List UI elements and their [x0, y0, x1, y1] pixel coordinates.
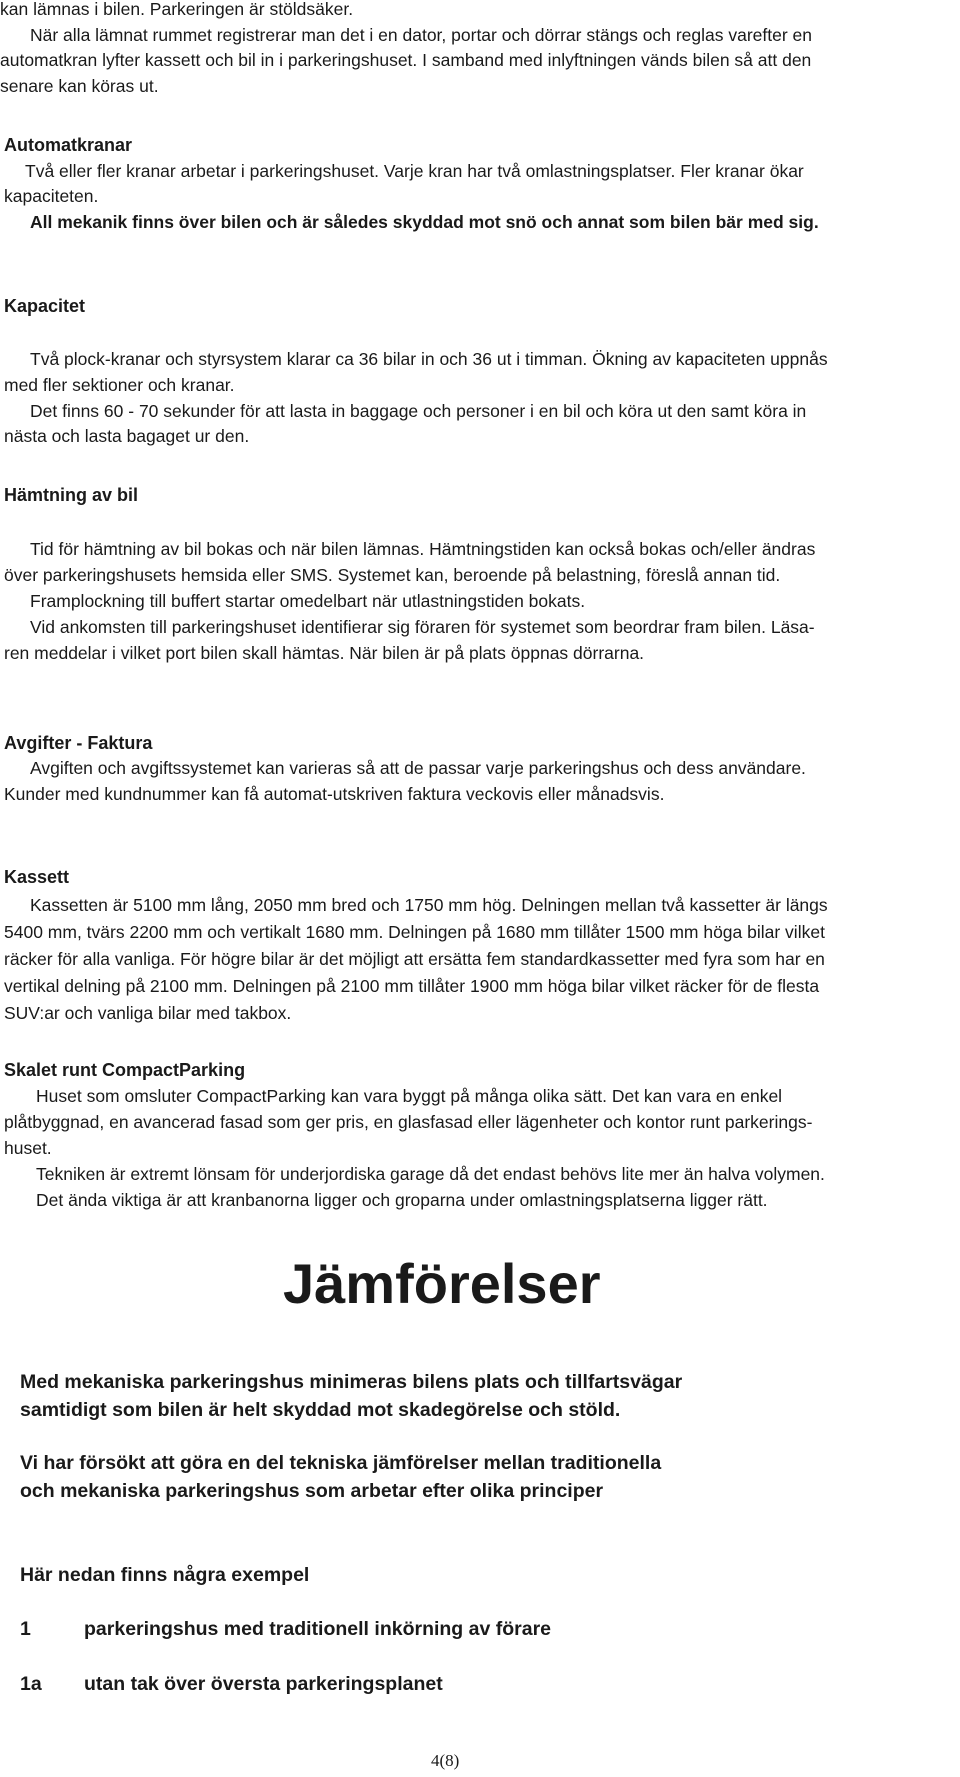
heading-kassett: Kassett: [4, 867, 70, 887]
skalet-line-2: plåtbyggnad, en avancerad fasad som ger pris, en glasfasad eller lägenheter och kontor runt parkerings-: [4, 1112, 813, 1132]
skalet-line-3: huset.: [4, 1138, 52, 1158]
skalet-line-5: Det ända viktiga är att kranbanorna ligger och groparna under omlastningsplatserna ligger rätt.: [36, 1190, 768, 1210]
kassett-line-3: räcker för alla vanliga. För högre bilar är det möjligt att ersätta fem standardkassetter med fyra som har en: [4, 949, 825, 969]
intro-line-2: När alla lämnat rummet registrerar man det i en dator, portar och dörrar stängs och reglas varefter en: [30, 25, 813, 45]
heading-skalet: Skalet runt CompactParking: [4, 1060, 246, 1080]
kassett-line-1: Kassetten är 5100 mm lång, 2050 mm bred och 1750 mm hög. Delningen mellan två kassetter är längs: [30, 895, 828, 915]
automatkranar-line-1: Två eller fler kranar arbetar i parkeringshuset. Varje kran har två omlastningsplatser. Fler kranar ökar: [25, 161, 804, 181]
page-number: 4(8): [431, 1751, 460, 1770]
heading-avgifter: Avgifter - Faktura: [4, 733, 153, 753]
skalet-line-4: Tekniken är extremt lönsam för underjordiska garage då det endast behövs lite mer än halva volymen.: [36, 1164, 825, 1184]
kapacitet-line-1: Två plock-kranar och styrsystem klarar ca 36 bilar in och 36 ut i timman. Ökning av kapaciteten uppnås: [30, 349, 828, 369]
heading-hamtning: Hämtning av bil: [4, 485, 139, 505]
intro-line-3: automatkran lyfter kassett och bil in i parkeringshuset. I samband med inlyftningen vänds bilen så att den: [0, 50, 812, 70]
hamtning-line-1: Tid för hämtning av bil bokas och när bilen lämnas. Hämtningstiden kan också bokas och/eller ändras: [30, 539, 816, 559]
hamtning-line-4: Vid ankomsten till parkeringshuset identifierar sig föraren för systemet som beordrar fram bilen. Läsa-: [30, 617, 815, 637]
jamforelser-p1-line-2: samtidigt som bilen är helt skyddad mot skadegörelse och stöld.: [20, 1399, 621, 1421]
hamtning-line-5: ren meddelar i vilket port bilen skall hämtas. När bilen är på plats öppnas dörrarna.: [4, 643, 645, 663]
heading-automatkranar: Automatkranar: [4, 135, 133, 155]
jamforelser-p1-line-1: Med mekaniska parkeringshus minimeras bilens plats och tillfartsvägar: [20, 1371, 683, 1393]
heading-kapacitet: Kapacitet: [4, 296, 86, 316]
kapacitet-line-4: nästa och lasta bagaget ur den.: [4, 426, 250, 446]
kassett-line-4: vertikal delning på 2100 mm. Delningen på 2100 mm tillåter 1900 mm höga bilar vilket räcker för de flesta: [4, 976, 820, 996]
list-item-number: 1: [20, 1618, 31, 1640]
list-item-text: utan tak över översta parkeringsplanet: [84, 1673, 443, 1695]
kapacitet-line-3: Det finns 60 - 70 sekunder för att lasta in baggage och personer i en bil och köra ut den samt köra in: [30, 401, 807, 421]
automatkranar-line-3: All mekanik finns över bilen och är således skyddad mot snö och annat som bilen bär med sig.: [30, 212, 819, 232]
automatkranar-line-2: kapaciteten.: [4, 186, 99, 206]
avgifter-line-1: Avgiften och avgiftssystemet kan varieras så att de passar varje parkeringshus och dess användare.: [30, 758, 806, 778]
kapacitet-line-2: med fler sektioner och kranar.: [4, 375, 235, 395]
jamforelser-p2-line-1: Vi har försökt att göra en del tekniska jämförelser mellan traditionella: [20, 1452, 662, 1474]
intro-line-1: kan lämnas i bilen. Parkeringen är stöldsäker.: [0, 0, 354, 19]
list-item-text: parkeringshus med traditionell inkörning av förare: [84, 1618, 552, 1640]
hamtning-line-3: Framplockning till buffert startar omedelbart när utlastningstiden bokats.: [30, 591, 586, 611]
intro-line-4: senare kan köras ut.: [0, 76, 159, 96]
jamforelser-title: Jämförelser: [283, 1252, 601, 1315]
kassett-line-5: SUV:ar och vanliga bilar med takbox.: [4, 1003, 292, 1023]
avgifter-line-2: Kunder med kundnummer kan få automat-utskriven faktura veckovis eller månadsvis.: [4, 784, 665, 804]
hamtning-line-2: över parkeringshusets hemsida eller SMS. Systemet kan, beroende på belastning, föreslå annan tid.: [4, 565, 781, 585]
examples-heading: Här nedan finns några exempel: [20, 1564, 310, 1586]
jamforelser-p2-line-2: och mekaniska parkeringshus som arbetar efter olika principer: [20, 1480, 604, 1502]
list-item-number: 1a: [20, 1673, 42, 1695]
skalet-line-1: Huset som omsluter CompactParking kan vara byggt på många olika sätt. Det kan vara en enkel: [36, 1086, 783, 1106]
kassett-line-2: 5400 mm, tvärs 2200 mm och vertikalt 1680 mm. Delningen på 1680 mm tillåter 1500 mm höga bilar vilket: [4, 922, 825, 942]
